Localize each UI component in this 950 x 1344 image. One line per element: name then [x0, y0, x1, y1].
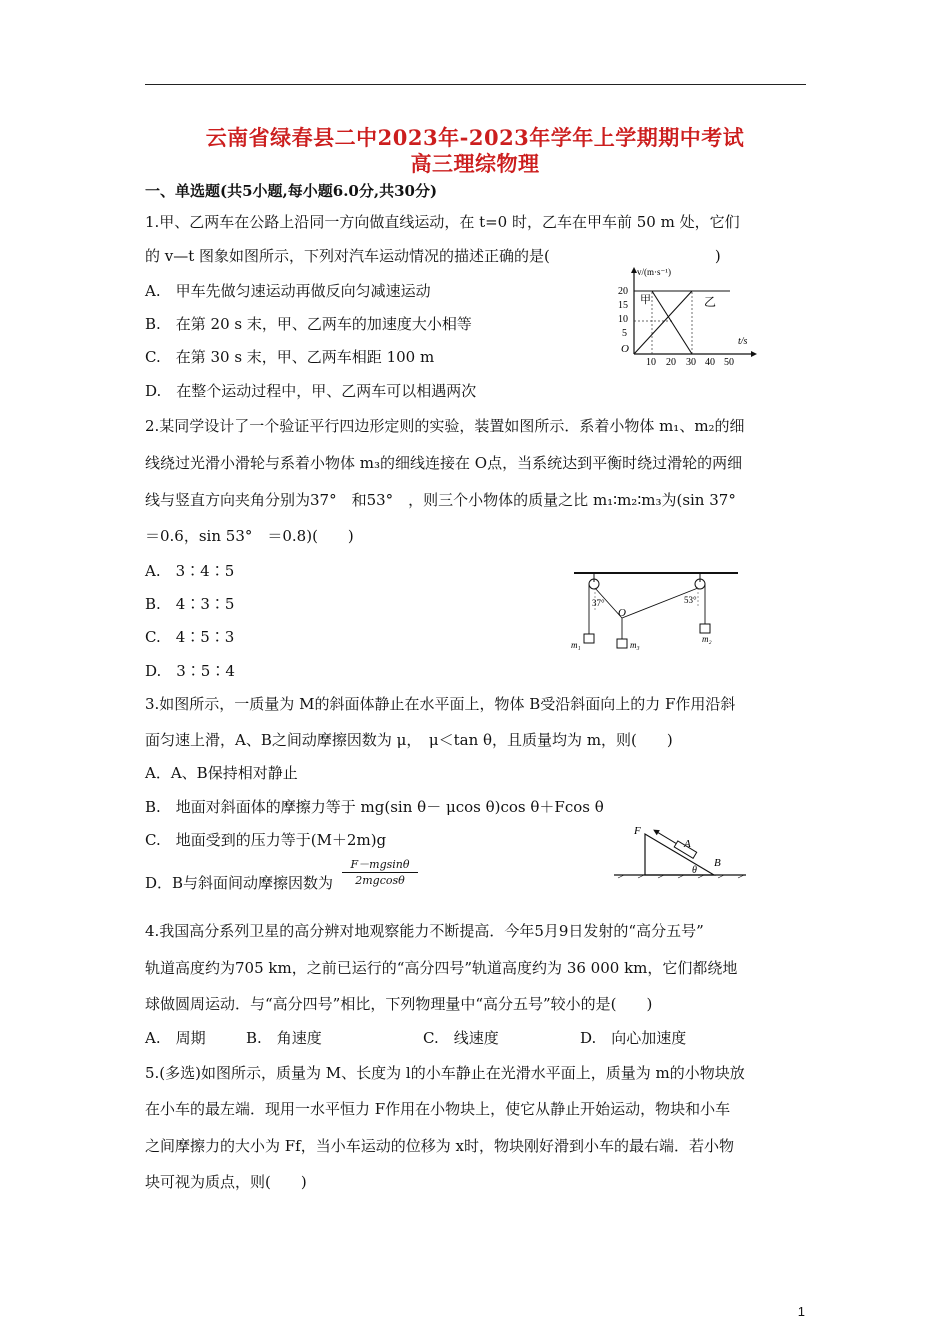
q1-option-c: C. 在第 30 s 末，甲、乙两车相距 100 m: [145, 348, 435, 366]
q3-label-b: B: [714, 857, 721, 869]
q1-xtick-10: 10: [646, 357, 656, 368]
q3-line2: 面匀速上滑，A、B之间动摩擦因数为 μ， μ＜tan θ，且质量均为 m，则( ): [145, 731, 673, 749]
q1-ytick-10: 10: [618, 314, 628, 325]
q1-label-jia: 甲: [640, 294, 651, 306]
q3-option-d: D．B与斜面间动摩擦因数为: [145, 874, 334, 892]
q3-incline-block: [645, 834, 714, 875]
header-rule: [145, 84, 806, 85]
q1-graph-ylabel: v/(m·s⁻¹): [637, 267, 671, 277]
section-heading: 一、单选题(共5小题,每小题6.0分,共30分): [145, 182, 438, 200]
q1-option-d: D. 在整个运动过程中，甲、乙两车可以相遇两次: [145, 382, 477, 400]
q3-label-theta: θ: [692, 865, 697, 876]
q3-incline-diagram: [612, 822, 748, 882]
q1-option-b: B. 在第 20 s 末，甲、乙两车的加速度大小相等: [145, 315, 472, 333]
q1-graph-origin: O: [621, 343, 629, 355]
q5-line2: 在小车的最左端．现用一水平恒力 F作用在小物块上，使它从静止开始运动，物块和小车: [145, 1100, 731, 1118]
q4-option-d: D. 向心加速度: [580, 1029, 687, 1047]
q2-option-b: B. 4∶3∶5: [145, 595, 235, 613]
q1-line-jia-decel: [652, 291, 692, 354]
q2-label-m1: m₁: [571, 640, 581, 650]
q3-line1: 3.如图所示，一质量为 M的斜面体静止在水平面上，物体 B受沿斜面向上的力 F作用沿斜: [145, 695, 736, 713]
q2-line1: 2.某同学设计了一个验证平行四边形定则的实验，装置如图所示．系着小物体 m₁、m₂的细: [145, 417, 745, 435]
q1-option-a: A. 甲车先做匀速运动再做反向匀减速运动: [145, 282, 431, 300]
q1-label-yi: 乙: [704, 295, 717, 309]
q3-option-a: A．A、B保持相对静止: [145, 764, 298, 782]
q1-vt-graph: [612, 262, 762, 368]
q4-option-a: A. 周期: [145, 1029, 206, 1047]
q1-xtick-50: 50: [724, 357, 734, 368]
q1-line1: 1.甲、乙两车在公路上沿同一方向做直线运动，在 t=0 时，乙车在甲车前 50 m 处，它们: [145, 213, 740, 231]
q2-option-a: A. 3∶4∶5: [145, 562, 235, 580]
q4-line3: 球做圆周运动．与“高分四号”相比，下列物理量中“高分五号”较小的是( ): [145, 995, 653, 1013]
q3-fraction: [342, 858, 418, 887]
q3-label-a: A: [684, 838, 691, 850]
exam-subtitle: 高三理综物理: [410, 151, 540, 176]
q3-fraction-numerator: F－mgsinθ: [342, 858, 418, 873]
q2-mass-m3: [617, 639, 627, 648]
q2-label-m3: m₃: [630, 640, 640, 650]
q5-line3: 之间摩擦力的大小为 Ff，当小车运动的位移为 x时，物块刚好滑到小车的最右端．若小物: [145, 1137, 734, 1155]
q2-pulley-diagram: [570, 566, 742, 658]
q1-xtick-20: 20: [666, 357, 676, 368]
page-number: 1: [797, 1304, 805, 1319]
q2-mass-m1: [584, 634, 594, 643]
q2-option-d: D. 3∶5∶4: [145, 662, 235, 680]
q1-graph-xlabel: t/s: [738, 336, 748, 347]
q5-line1: 5.(多选)如图所示，质量为 M、长度为 l的小车静止在光滑水平面上，质量为 m的小物块放: [145, 1064, 745, 1082]
q2-option-c: C. 4∶5∶3: [145, 628, 235, 646]
q2-mass-m2: [700, 624, 710, 633]
q3-option-b: B. 地面对斜面体的摩擦力等于 mg(sin θ－ μcos θ)cos θ＋Fcos θ: [145, 798, 604, 816]
q1-ytick-5: 5: [622, 328, 627, 339]
q3-option-c: C. 地面受到的压力等于(M＋2m)g: [145, 831, 387, 849]
q4-line1: 4.我国高分系列卫星的高分辨对地观察能力不断提高．今年5月9日发射的“高分五号”: [145, 922, 704, 940]
q4-option-c: C. 线速度: [423, 1029, 499, 1047]
q1-xtick-40: 40: [705, 357, 715, 368]
q2-line2: 线绕过光滑小滑轮与系着小物体 m₃的细线连接在 O点，当系统达到平衡时绕过滑轮的两细: [145, 454, 743, 472]
q2-angle-53: 53°: [684, 595, 697, 605]
q1-ytick-20: 20: [618, 286, 628, 297]
q2-label-m2: m₂: [702, 634, 712, 644]
q1-ytick-15: 15: [618, 300, 628, 311]
q4-line2: 轨道高度约为705 km，之前已运行的“高分四号”轨道高度约为 36 000 km，它们都绕地: [145, 959, 738, 977]
q2-line4: ＝0.6，sin 53° ＝0.8)( ): [145, 527, 354, 545]
q4-option-b: B. 角速度: [246, 1029, 322, 1047]
q3-label-f: F: [634, 825, 641, 837]
q3-fraction-denominator: 2mgcosθ: [355, 874, 405, 887]
q2-angle-37: 37°: [592, 598, 605, 608]
q2-point-o: O: [618, 607, 626, 619]
q1-line2: 的 v—t 图象如图所示，下列对汽车运动情况的描述正确的是( ): [145, 247, 721, 265]
q2-line3: 线与竖直方向夹角分别为37° 和53° ，则三个小物体的质量之比 m₁∶m₂∶m₃为(sin 37°: [145, 491, 736, 509]
q1-xtick-30: 30: [686, 357, 696, 368]
exam-title: 云南省绿春县二中2023年-2023年学年上学期期中考试: [205, 125, 745, 150]
q5-line4: 块可视为质点，则( ): [145, 1173, 307, 1191]
